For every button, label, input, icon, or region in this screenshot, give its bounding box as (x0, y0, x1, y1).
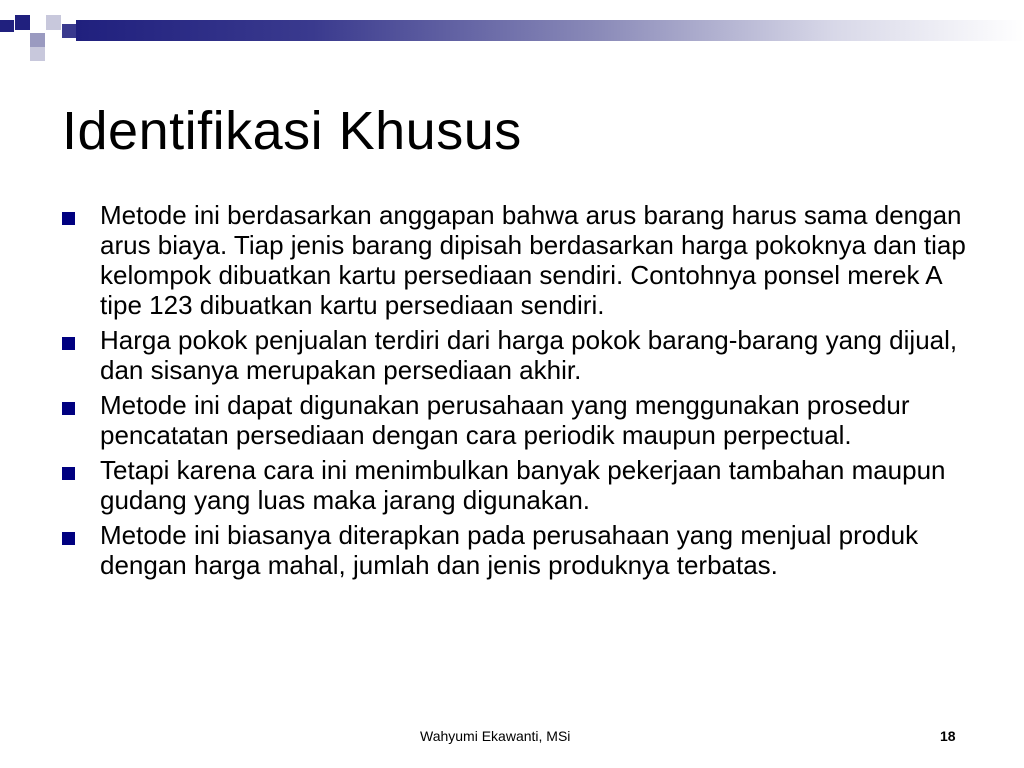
bullet-item (62, 200, 982, 320)
bullet-text: Metode ini berdasarkan anggapan bahwa arus barang harus sama dengan arus biaya. Tiap jenis barang dipisah berdasarkan harga pokoknya dan tiap kelompok dibuatkan kartu persediaan sendiri. Contohnya ponsel merek A tipe 123 dibuatkan kartu persediaan sendiri. (100, 200, 966, 320)
bullet-text: Harga pokok penjualan terdiri dari harga pokok barang-barang yang dijual, dan sisanya merupakan persediaan akhir. (100, 325, 958, 385)
bullet-text: Metode ini biasanya diterapkan pada perusahaan yang menjual produk dengan harga mahal, jumlah dan jenis produknya terbatas. (100, 520, 919, 580)
decor-square (62, 24, 76, 38)
decor-square (0, 20, 14, 32)
bullet-item (62, 455, 982, 515)
decor-square (46, 15, 61, 30)
square-bullet-icon (62, 467, 75, 480)
bullet-item (62, 520, 982, 580)
square-bullet-icon (62, 337, 75, 350)
bullet-list (62, 200, 982, 585)
square-bullet-icon (62, 532, 75, 545)
decor-square (15, 15, 30, 30)
bullet-text: Tetapi karena cara ini menimbulkan banyak pekerjaan tambahan maupun gudang yang luas maka jarang digunakan. (100, 455, 946, 515)
square-bullet-icon (62, 212, 75, 225)
header-gradient-bar (76, 20, 1024, 41)
bullet-item (62, 325, 982, 385)
bullet-item (62, 390, 982, 450)
bullet-text: Metode ini dapat digunakan perusahaan yang menggunakan prosedur pencatatan persediaan dengan cara periodik maupun perpectual. (100, 390, 910, 450)
slide-title: Identifikasi Khusus (62, 101, 522, 161)
decor-square (30, 47, 45, 61)
footer-author: Wahyumi Ekawanti, MSi (420, 728, 571, 744)
square-bullet-icon (62, 402, 75, 415)
decor-square (30, 33, 45, 48)
page-number: 18 (940, 728, 956, 744)
